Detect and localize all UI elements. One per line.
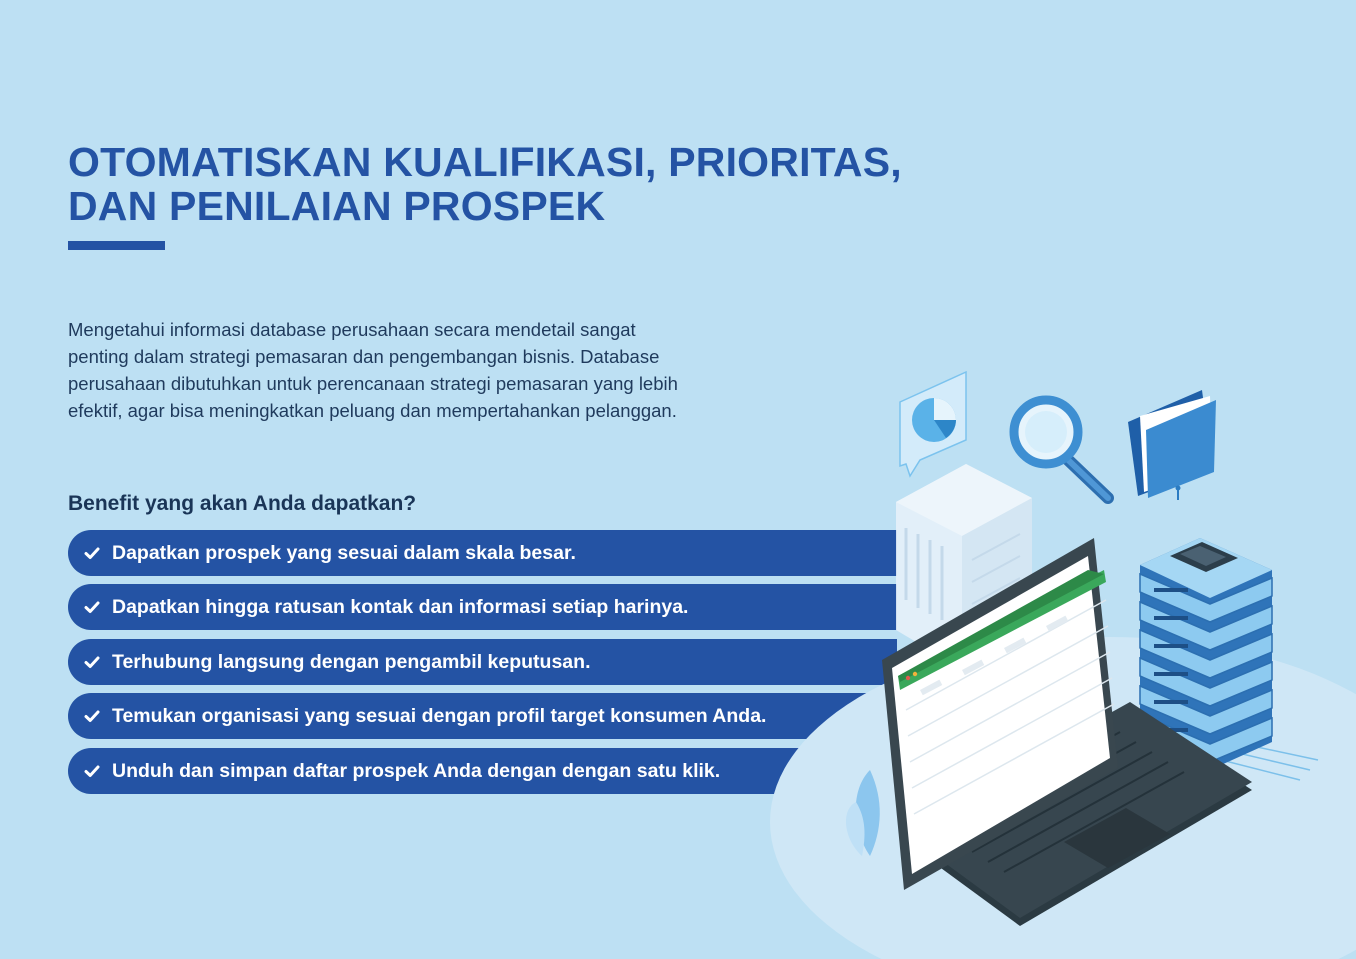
page-title: [68, 140, 902, 228]
laptop-server-illustration: [770, 360, 1356, 959]
intro-line: Mengetahui informasi database perusahaan secara mendetail sangat: [68, 319, 636, 340]
intro-line: perusahaan dibutuhkan untuk perencanaan strategi pemasaran yang lebih: [68, 373, 678, 394]
check-icon: [82, 652, 102, 672]
check-icon: [82, 761, 102, 781]
page-title-line-2: DAN PENILAIAN PROSPEK: [68, 183, 606, 229]
folder-icon: [1128, 390, 1216, 500]
benefit-text: Dapatkan prospek yang sesuai dalam skala besar.: [112, 541, 576, 564]
benefits-heading: Benefit yang akan Anda dapatkan?: [68, 492, 417, 515]
check-icon: [82, 706, 102, 726]
title-underline: [68, 241, 165, 250]
page-title-line-1: OTOMATISKAN KUALIFIKASI, PRIORITAS,: [68, 139, 902, 185]
benefit-text: Dapatkan hingga ratusan kontak dan informasi setiap harinya.: [112, 595, 689, 618]
check-icon: [82, 597, 102, 617]
benefit-text: Temukan organisasi yang sesuai dengan profil target konsumen Anda.: [112, 704, 767, 727]
benefit-text: Unduh dan simpan daftar prospek Anda dengan dengan satu klik.: [112, 759, 721, 782]
pie-chart-icon: [900, 372, 966, 476]
magnifier-icon: [1014, 400, 1108, 498]
intro-line: efektif, agar bisa meningkatkan peluang dan mempertahankan pelanggan.: [68, 400, 677, 421]
intro-line: penting dalam strategi pemasaran dan pengembangan bisnis. Database: [68, 346, 660, 367]
intro-paragraph: [68, 316, 808, 424]
check-icon: [82, 543, 102, 563]
benefit-text: Terhubung langsung dengan pengambil keputusan.: [112, 650, 591, 673]
